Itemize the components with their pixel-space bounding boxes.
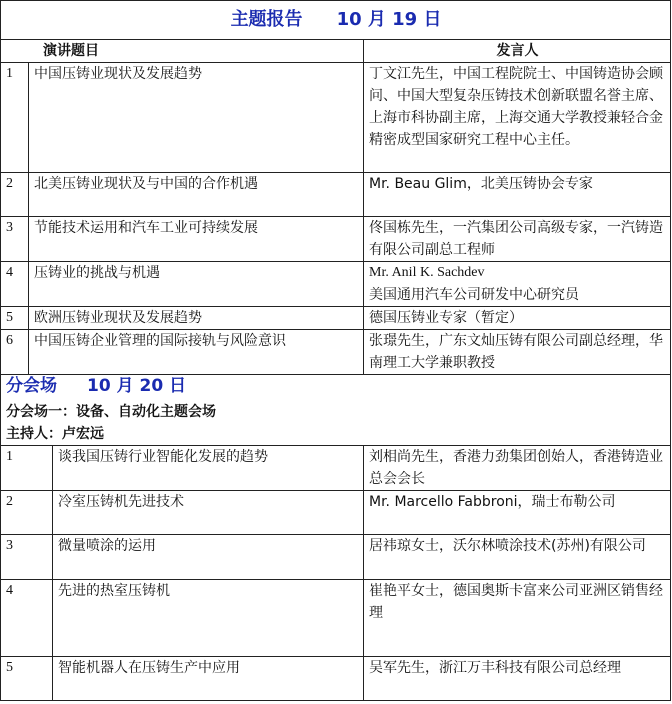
row-speaker: 崔艳平女士，德国奥斯卡富来公司亚洲区销售经理 [364, 580, 671, 657]
row-number: 4 [1, 262, 29, 307]
topic-column-header: 演讲题目 [1, 40, 364, 63]
row-speaker: 张璟先生，广东文灿压铸有限公司副总经理，华南理工大学兼职教授 [364, 330, 671, 375]
table-row [1, 330, 671, 375]
row-speaker: Mr. Marcello Fabbroni，瑞士布勒公司 [364, 491, 671, 535]
plenary-date: 10 月 19 日 [336, 9, 442, 30]
table-row [1, 491, 671, 535]
row-speaker: 居祎琼女士，沃尔林喷涂技术(苏州)有限公司 [364, 535, 671, 580]
row-number: 6 [1, 330, 29, 375]
session-subtitle-row [1, 401, 671, 423]
row-number: 1 [1, 63, 29, 173]
row-number: 4 [1, 580, 53, 657]
row-speaker: 刘相尚先生，香港力劲集团创始人，香港铸造业总会会长 [364, 446, 671, 491]
session-host-row [1, 423, 671, 446]
speaker-column-header: 发言人 [364, 40, 671, 63]
row-speaker: 吴军先生，浙江万丰科技有限公司总经理 [364, 657, 671, 701]
row-speaker: 丁文江先生，中国工程院院士、中国铸造协会顾问、中国大型复杂压铸技术创新联盟名誉主席、上海市科协副主席，上海交通大学教授兼轻合金精密成型国家研究工程中心主任。 [364, 63, 671, 173]
row-topic: 压铸业的挑战与机遇 [29, 262, 364, 307]
session-date: 10 月 20 日 [87, 376, 187, 396]
row-speaker: 德国压铸业专家（暂定） [364, 307, 671, 330]
row-topic: 中国压铸业现状及发展趋势 [29, 63, 364, 173]
row-speaker [364, 262, 671, 307]
row-number: 3 [1, 535, 53, 580]
table-row [1, 657, 671, 701]
row-number: 1 [1, 446, 53, 491]
table-row [1, 580, 671, 657]
session-host: 主持人：卢宏远 [1, 423, 671, 446]
table-row [1, 307, 671, 330]
column-header-row [1, 40, 671, 63]
row-number: 5 [1, 307, 29, 330]
row-topic: 智能机器人在压铸生产中应用 [53, 657, 364, 701]
session-header [1, 375, 671, 402]
row-topic: 先进的热室压铸机 [53, 580, 364, 657]
speaker-affiliation: 美国通用汽车公司研发中心研究员 [369, 287, 579, 303]
table-row [1, 446, 671, 491]
row-number: 5 [1, 657, 53, 701]
row-number: 2 [1, 173, 29, 217]
session-header-row [1, 375, 671, 402]
table-row [1, 63, 671, 173]
row-speaker: 佟国栋先生，一汽集团公司高级专家，一汽铸造有限公司副总工程师 [364, 217, 671, 262]
plenary-header [1, 1, 671, 40]
table-row [1, 173, 671, 217]
row-number: 3 [1, 217, 29, 262]
plenary-title: 主题报告 [230, 9, 303, 30]
table-row [1, 535, 671, 580]
row-topic: 中国压铸企业管理的国际接轨与风险意识 [29, 330, 364, 375]
table-row [1, 217, 671, 262]
session-title: 分会场 [6, 376, 57, 396]
speaker-name: Mr. Anil K. Sachdev [369, 265, 485, 280]
row-topic: 欧洲压铸业现状及发展趋势 [29, 307, 364, 330]
table-row [1, 262, 671, 307]
plenary-header-row [1, 1, 671, 40]
row-topic: 谈我国压铸行业智能化发展的趋势 [53, 446, 364, 491]
row-topic: 微量喷涂的运用 [53, 535, 364, 580]
row-speaker: Mr. Beau Glim，北美压铸协会专家 [364, 173, 671, 217]
row-topic: 冷室压铸机先进技术 [53, 491, 364, 535]
session-subtitle: 分会场一：设备、自动化主题会场 [1, 401, 671, 423]
row-topic: 节能技术运用和汽车工业可持续发展 [29, 217, 364, 262]
row-topic: 北美压铸业现状及与中国的合作机遇 [29, 173, 364, 217]
row-number: 2 [1, 491, 53, 535]
